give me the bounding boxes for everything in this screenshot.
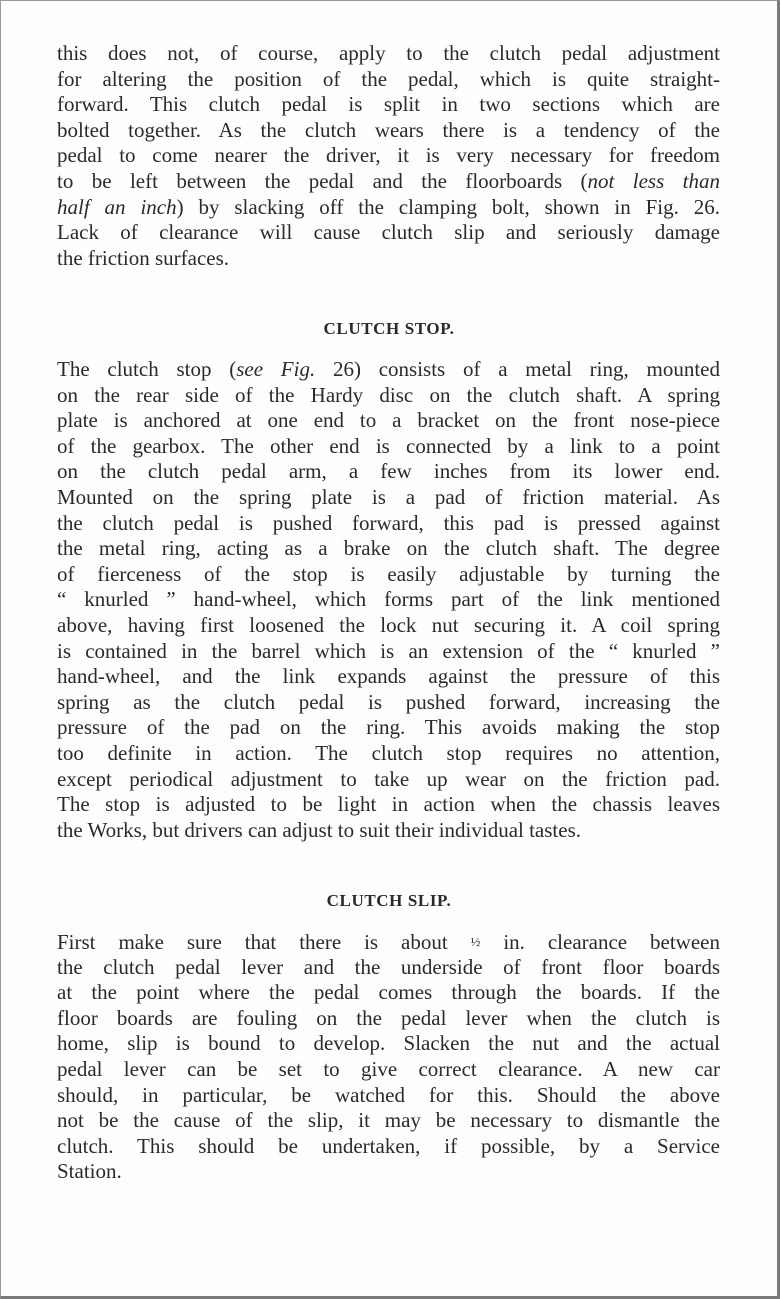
text-line: above, having first loosened the lock nut securing it. A coil spring: [57, 612, 720, 637]
text-span: in. clearance between: [480, 930, 720, 954]
text-line: the metal ring, acting as a brake on the clutch shaft. The degree: [57, 536, 720, 561]
text-line: of the gearbox. The other end is connected by a link to a point: [57, 433, 720, 458]
text-line: Station.: [57, 1159, 122, 1184]
text-line: plate is anchored at one end to a bracket on the front nose-piece: [57, 408, 720, 433]
text-span: ) by slacking off the clamping bolt, shown in Fig. 26.: [176, 194, 720, 219]
paragraph-clutch-slip: [57, 929, 720, 1185]
text-line: Mounted on the spring plate is a pad of friction material. As: [57, 484, 720, 509]
italic-text: not less than: [587, 168, 720, 193]
text-line: not be the cause of the slip, it may be necessary to dismantle the: [57, 1108, 720, 1133]
text-line: [57, 195, 720, 221]
text-line: the clutch pedal is pushed forward, this pad is pressed against: [57, 510, 720, 535]
text-line: is contained in the barrel which is an extension of the “ knurled ”: [57, 638, 720, 663]
text-line: The stop is adjusted to be light in action when the chassis leaves: [57, 792, 720, 817]
italic-text: half an inch: [57, 194, 177, 219]
italic-text: see Fig.: [236, 357, 316, 381]
text-span: First make sure that there is about: [57, 930, 471, 954]
text-line: on the rear side of the Hardy disc on the clutch shaft. A spring: [57, 382, 720, 407]
text-line: pedal to come nearer the driver, it is very necessary for freedom: [57, 143, 720, 168]
text-line: of fierceness of the stop is easily adjustable by turning the: [57, 561, 720, 586]
text-line: the friction surfaces.: [57, 245, 230, 270]
text-line: [57, 929, 720, 955]
text-line: hand-wheel, and the link expands against the pressure of this: [57, 664, 720, 689]
text-line: [57, 169, 720, 195]
text-line: too definite in action. The clutch stop requires no attention,: [57, 740, 720, 765]
text-line: this does not, of course, apply to the clutch pedal adjustment: [57, 41, 720, 65]
text-line: bolted together. As the clutch wears there is a tendency of the: [57, 117, 720, 142]
text-line: pressure of the pad on the ring. This avoids making the stop: [57, 715, 720, 740]
paragraph-clutch-pedal: [57, 41, 720, 271]
text-line: should, in particular, be watched for this. Should the above: [57, 1082, 720, 1107]
text-line: forward. This clutch pedal is split in two sections which are: [57, 92, 720, 117]
text-line: spring as the clutch pedal is pushed forward, increasing the: [57, 689, 720, 714]
heading-clutch-slip: CLUTCH SLIP.: [326, 891, 452, 910]
text-span: The clutch stop (: [57, 357, 237, 381]
text-line: [57, 357, 720, 383]
text-line: the clutch pedal lever and the underside of front floor boards: [57, 954, 720, 979]
text-line: floor boards are fouling on the pedal lever when the clutch is: [57, 1005, 720, 1030]
text-line: at the point where the pedal comes through the boards. If the: [57, 980, 720, 1005]
text-line: Lack of clearance will cause clutch slip and seriously damage: [57, 220, 720, 245]
text-span: to be left between the pedal and the floorboards (: [57, 168, 588, 193]
text-line: home, slip is bound to develop. Slacken the nut and the actual: [57, 1031, 720, 1056]
text-line: the Works, but drivers can adjust to suit their individual tastes.: [57, 817, 582, 842]
text-line: clutch. This should be undertaken, if possible, by a Service: [57, 1133, 720, 1158]
text-line: on the clutch pedal arm, a few inches from its lower end.: [57, 459, 720, 484]
fraction-half: ½: [470, 934, 481, 949]
text-line: except periodical adjustment to take up wear on the friction pad.: [57, 766, 720, 791]
text-span: 26) consists of a metal ring, mounted: [315, 357, 720, 381]
paragraph-clutch-stop: [57, 357, 720, 843]
text-line: “ knurled ” hand-wheel, which forms part of the link mentioned: [57, 587, 720, 612]
heading-clutch-stop: CLUTCH STOP.: [323, 319, 455, 338]
text-line: for altering the position of the pedal, which is quite straight-: [57, 66, 720, 91]
text-line: pedal lever can be set to give correct clearance. A new car: [57, 1056, 720, 1081]
